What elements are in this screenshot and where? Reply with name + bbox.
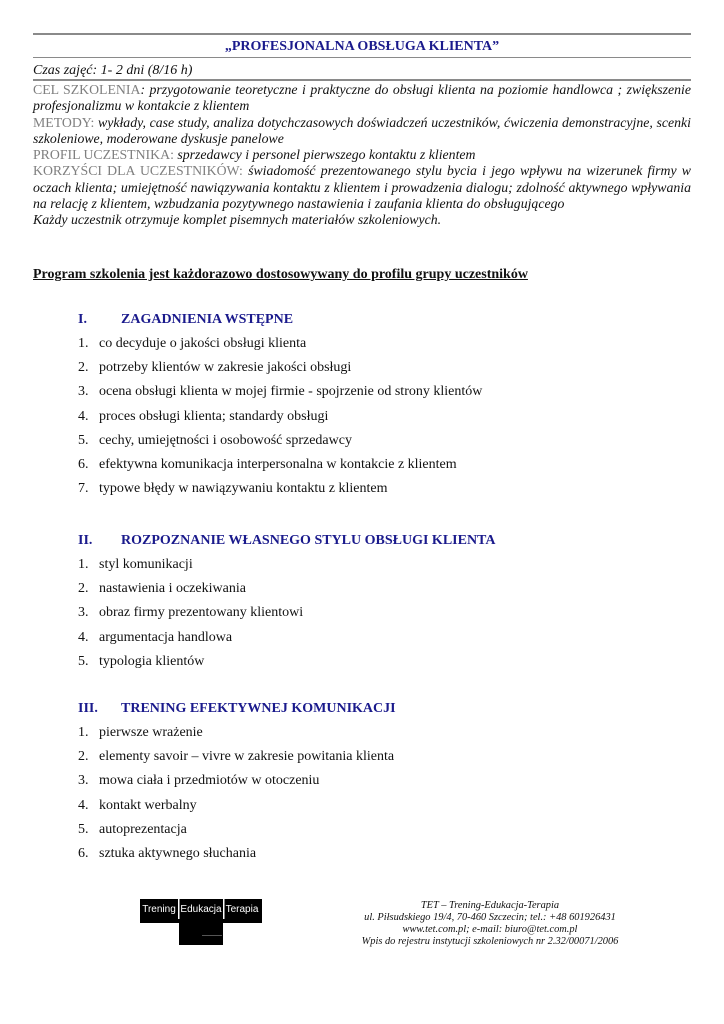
list-item [0, 721, 724, 745]
item-number: 5. [78, 432, 89, 448]
list-item [0, 553, 724, 577]
course-description [33, 82, 691, 229]
section-title: TRENING EFEKTYWNEJ KOMUNIKACJI [121, 701, 396, 716]
item-text: argumentacja handlowa [99, 629, 233, 645]
item-number: 6. [78, 846, 89, 862]
duration-rule [33, 79, 691, 81]
item-text: obraz firmy prezentowany klientowi [99, 605, 304, 621]
section-heading [0, 697, 724, 721]
section-heading [0, 308, 724, 332]
section-heading [0, 529, 724, 553]
item-text: pierwsze wrażenie [99, 725, 203, 741]
list-item [0, 650, 724, 674]
course-duration: Czas zajęć: 1- 2 dni (8/16 h) [33, 63, 193, 78]
list-item [0, 429, 724, 453]
item-number: 5. [78, 821, 89, 837]
list-item [0, 577, 724, 601]
logo-text-edukacja: Edukacja [180, 904, 222, 915]
item-text: nastawienia i oczekiwania [99, 581, 246, 597]
item-number: 2. [78, 360, 89, 376]
title-rule [33, 57, 691, 58]
item-number: 3. [78, 773, 89, 789]
item-number: 1. [78, 557, 89, 573]
item-number: 4. [78, 797, 89, 813]
item-number: 1. [78, 725, 89, 741]
metody-text: wykłady, case study, analiza dotychczasowych doświadczeń uczestników, ćwiczenia demonstracyjne, scenki szkoleniowe, moderowane dyskusje panelowe [33, 114, 691, 146]
item-text: autoprezentacja [99, 821, 187, 837]
item-text: ocena obsługi klienta w mojej firmie - spojrzenie od strony klientów [99, 384, 483, 400]
korzysci-label: KORZYŚCI DLA UCZESTNIKÓW: [33, 163, 243, 179]
item-number: 5. [78, 653, 89, 669]
top-rule [33, 33, 691, 35]
item-text: typowe błędy w nawiązywaniu kontaktu z klientem [99, 481, 388, 497]
item-number: 4. [78, 629, 89, 645]
footer-registry: Wpis do rejestru instytucji szkoleniowych nr 2.32/00071/2006 [361, 936, 619, 947]
list-item [0, 332, 724, 356]
item-number: 1. [78, 336, 89, 352]
item-text: efektywna komunikacja interpersonalna w kontakcie z klientem [99, 457, 457, 473]
materials-note: Każdy uczestnik otrzymuje komplet pisemnych materiałów szkoleniowych. [33, 212, 442, 228]
metody-paragraph [33, 115, 691, 148]
logo-text-trening: Trening [142, 904, 176, 915]
item-text: kontakt werbalny [99, 797, 197, 813]
korzysci-paragraph [33, 163, 691, 212]
section-1 [0, 308, 724, 501]
item-number: 7. [78, 481, 89, 497]
item-text: cechy, umiejętności i osobowość sprzedawcy [99, 432, 352, 448]
list-item [0, 453, 724, 477]
item-text: typologia klientów [99, 653, 205, 669]
korzysci-text: świadomość prezentowanego stylu bycia i jego wpływu na wizerunek firmy w oczach klienta; umiejętność nawiązywania kontaktu z klientem i prowadzenia dialogu; zdolność aktywnego wpływania na relację z klientem, wzbudzania pozytywnego nastawienia i zaufania klienta do obsługującego [33, 163, 691, 212]
item-text: styl komunikacji [99, 557, 193, 573]
logo-text-terapia: Terapia [225, 904, 259, 915]
section-2 [0, 529, 724, 674]
profil-text: sprzedawcy i personel pierwszego kontaktu z klientem [173, 147, 476, 163]
section-number: II. [78, 533, 93, 548]
metody-label: METODY: [33, 114, 95, 130]
list-item [0, 601, 724, 625]
item-number: 2. [78, 749, 89, 765]
section-number: III. [78, 701, 98, 716]
item-number: 2. [78, 581, 89, 597]
item-text: proces obsługi klienta; standardy obsługi [99, 408, 329, 424]
list-item [0, 380, 724, 404]
item-text: co decyduje o jakości obsługi klienta [99, 336, 307, 352]
list-item [0, 842, 724, 866]
list-item [0, 477, 724, 501]
item-number: 6. [78, 457, 89, 473]
profil-paragraph [33, 147, 691, 163]
tet-logo [140, 899, 262, 945]
item-text: mowa ciała i przedmiotów w otoczeniu [99, 773, 320, 789]
item-text: sztuka aktywnego słuchania [99, 846, 257, 862]
footer-web-email[interactable]: www.tet.com.pl; e-mail: biuro@tet.com.pl [402, 924, 578, 935]
list-item [0, 794, 724, 818]
list-item [0, 405, 724, 429]
list-item [0, 356, 724, 380]
cel-text: : przygotowanie teoretyczne i praktyczne do obsługi klienta na poziomie handlowca ; zwiększenie profesjonalizmu w kontakcie z klientem [33, 82, 692, 114]
section-number: I. [78, 312, 87, 327]
list-item [0, 626, 724, 650]
footer-address: ul. Piłsudskiego 19/4, 70-460 Szczecin; tel.: +48 601926431 [364, 912, 616, 923]
footer-company: TET – Trening-Edukacja-Terapia [420, 900, 560, 911]
item-number: 3. [78, 605, 89, 621]
footer-contact [340, 900, 640, 948]
item-text: potrzeby klientów w zakresie jakości obsługi [99, 360, 352, 376]
program-heading: Program szkolenia jest każdorazowo dostosowywany do profilu grupy uczestników [33, 267, 528, 282]
document-title: „PROFESJONALNA OBSŁUGA KLIENTA” [224, 39, 500, 54]
list-item [0, 818, 724, 842]
profil-label: PROFIL UCZESTNIKA: [33, 147, 174, 163]
item-number: 4. [78, 408, 89, 424]
list-item [0, 745, 724, 769]
item-number: 3. [78, 384, 89, 400]
cel-label: CEL SZKOLENIA [33, 82, 141, 97]
section-3 [0, 697, 724, 866]
section-title: ZAGADNIENIA WSTĘPNE [121, 312, 294, 327]
cel-paragraph [33, 82, 691, 115]
list-item [0, 769, 724, 793]
section-title: ROZPOZNANIE WŁASNEGO STYLU OBSŁUGI KLIENTA [121, 533, 496, 548]
item-text: elementy savoir – vivre w zakresie powitania klienta [99, 749, 395, 765]
